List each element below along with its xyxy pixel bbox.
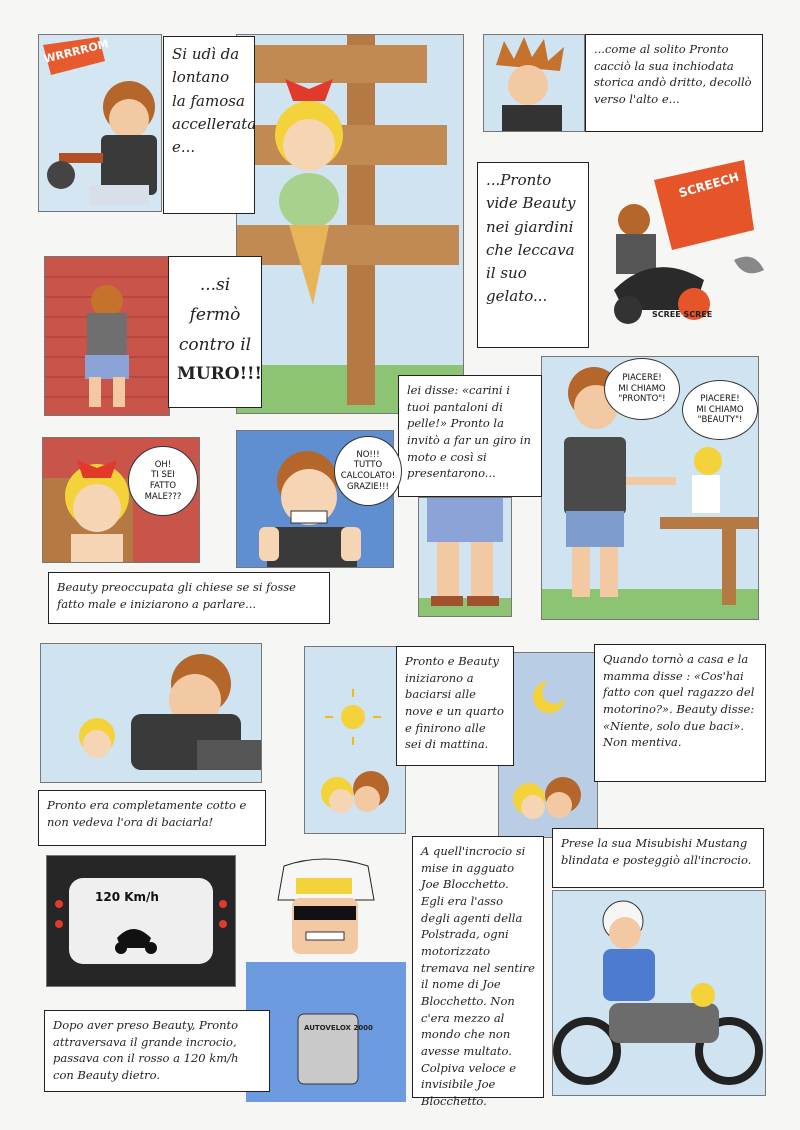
caption-accellerata: Si udì da lontano la famosa accellerata e... (163, 36, 255, 214)
panel-pronto-cotto (40, 643, 262, 783)
pronto-spiky-art (484, 35, 584, 131)
caption-inchiodata: ...come al solito Pronto cacciò la sua inchiodata storica andò dritto, decollò verso l'alto e... (585, 34, 763, 132)
autovelox-label: AUTOVELOX 2000 (304, 1024, 373, 1032)
pronto-cotto-art (41, 644, 261, 782)
caption-completamente-cotto: Pronto era completamente cotto e non vedeva l'ora di baciarla! (38, 790, 266, 846)
caption-mamma-disse: Quando tornò a casa e la mamma disse : «Cos'hai fatto con quel ragazzo del motorino?». Beauty disse: «Niente, solo due baci». Non mentiva. (594, 644, 766, 782)
speedometer-readout: 120 Km/h (95, 890, 159, 904)
panel-beauty-gelato (236, 34, 464, 414)
bubble-ti-sei-fatto-male: OH! TI SEI FATTO MALE??? (128, 446, 198, 516)
bubble-beauty-intro: PIACERE! MI CHIAMO "BEAUTY"! (682, 380, 758, 440)
wrom-sound-effect: WRRRROM (42, 37, 110, 66)
police-bike-art (553, 891, 765, 1095)
caption-misubishi: Prese la sua Misubishi Mustang blindata e posteggiò all'incrocio. (552, 828, 764, 888)
speedometer-art (47, 856, 235, 986)
caption-dopo-aver-preso: Dopo aver preso Beauty, Pronto attraversava il grande incrocio, passava con il rosso a 120 km/h con Beauty dietro. (44, 1010, 270, 1092)
caption-muro-text: ...si fermò contro il (178, 275, 252, 355)
caption-vide-beauty: ...Pronto vide Beauty nei giardini che leccava il suo gelato... (477, 162, 589, 348)
panel-kiss-day (304, 646, 406, 834)
caption-muro (168, 256, 262, 408)
panel-pronto-scooter (38, 34, 162, 212)
pronto-legs-art (419, 498, 511, 616)
panel-crash (594, 140, 766, 332)
bubble-pronto-intro: PIACERE! MI CHIAMO "PRONTO"! (604, 358, 680, 420)
caption-muro-emphasis: MURO!!! (177, 364, 262, 385)
bubble-tutto-calcolato: NO!!! TUTTO CALCOLATO! GRAZIE!!! (334, 436, 402, 506)
panel-pronto-legs (418, 497, 512, 617)
caption-lei-disse: lei disse: «carini i tuoi pantaloni di pelle!» Pronto la invitò a far un giro in moto e così si presentarono... (398, 375, 542, 497)
crash-art (594, 140, 766, 332)
panel-speedometer (46, 855, 236, 987)
screech-sound-effect: SCREECH (677, 169, 741, 201)
panel-pronto-spiky (483, 34, 585, 132)
panel-pronto-muro (44, 256, 170, 416)
caption-beauty-preoccupata: Beauty preoccupata gli chiese se si fosse fatto male e iniziarono a parlare... (48, 572, 330, 624)
panel-police-bike (552, 890, 766, 1096)
caption-baciarsi: Pronto e Beauty iniziarono a baciarsi alle nove e un quarto e finirono alle sei di mattina. (396, 646, 514, 766)
beauty-gelato-art (237, 35, 463, 413)
caption-joe-blocchetto: A quell'incrocio si mise in agguato Joe Blocchetto. Egli era l'asso degli agenti della Polstrada, ogni motorizzato tremava nel sentire il nome di Joe Blocchetto. Non c'era mezzo al mondo che non avesse multato. Colpiva veloce e invisibile Joe Blocchetto. (412, 836, 544, 1098)
kiss-day-art (305, 647, 405, 833)
pronto-muro-art (45, 257, 169, 415)
scree-sound-effect: SCREE SCREE (652, 310, 713, 319)
